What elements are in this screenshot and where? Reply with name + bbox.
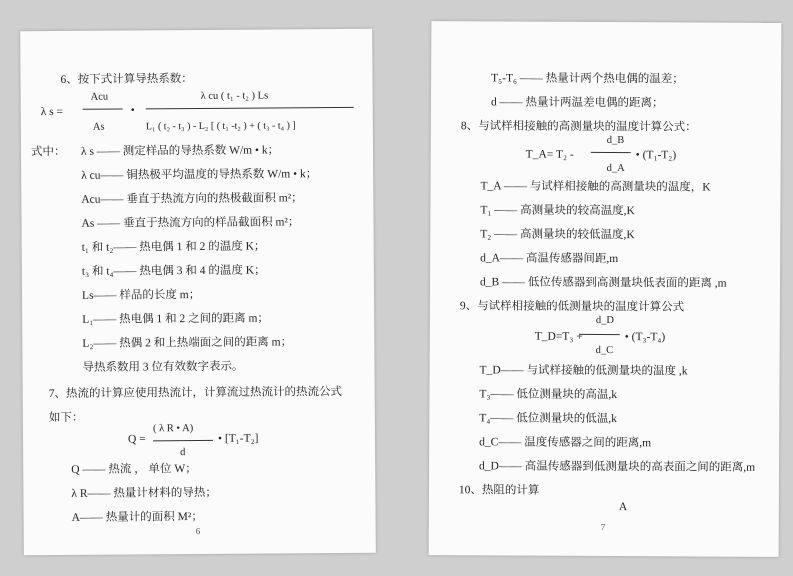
item8-def-line: d_A—— 高温传感器间距,m xyxy=(480,252,619,266)
formula-den2: L₁ ( t₂ - t₃ ) - L₂ [ ( t₁ -t₂ ) + ( t₃ - t₄ ) ] xyxy=(145,120,296,133)
ta-formula-num: d_B xyxy=(606,135,625,147)
q-formula-rest: • [T₁-T₂] xyxy=(217,432,259,445)
def-line: Acu—— 垂直于热流方向的热极截面积 m²； xyxy=(81,192,303,206)
q-def-line: Q —— 热流 ， 单位 W； xyxy=(71,463,197,476)
ta-formula-den: d_A xyxy=(606,163,625,175)
where-label: 式中： xyxy=(30,145,66,159)
right-page xyxy=(429,21,782,557)
td-formula-rest: • (T₃-T₄) xyxy=(624,331,666,344)
item7-line1: 7、热流的计算应使用热流计，计算流过热流计的热流公式 xyxy=(48,385,342,401)
item8-def-line: T₁ —— 高测量块的较高温度,K xyxy=(480,204,635,218)
item9-heading: 9、与试样相接触的低测量块的温度计算公式 xyxy=(459,300,685,314)
q-def-line: A—— 热量计的面积 M²； xyxy=(71,510,203,524)
item10-formula-start: A xyxy=(618,501,628,514)
ta-formula-lhs: T_A= T₂ - xyxy=(525,148,574,161)
item8-heading: 8、与试样相接触的高测量块的温度计算公式： xyxy=(460,120,697,134)
item10-heading: 10、热阻的计算 xyxy=(458,484,540,497)
item9-def-line: T₃—— 低位测量块的高温,k xyxy=(479,388,618,402)
formula-den1: As xyxy=(92,121,105,133)
q-formula-den: d xyxy=(180,447,186,459)
left-page xyxy=(20,29,376,555)
item9-def-line: T₄—— 低位测量块的低温,k xyxy=(479,412,617,426)
formula-lhs: λ s = xyxy=(40,105,64,119)
def-line: t₃ 和 t₄—— 热电偶 3 和 4 的温度 K； xyxy=(81,264,266,278)
item9-def-line: d_D—— 高温传感器到低测量块的高表面之间的距离,m xyxy=(479,460,756,474)
item8-def-line: T_A —— 与试样相接触的高测量块的温度，K xyxy=(480,180,711,194)
td-formula-den: d_C xyxy=(595,344,614,357)
q-formula-num: ( λ R • A) xyxy=(152,423,194,435)
def-line: L₂—— 热偶 2 和上热端面之间的距离 m； xyxy=(82,336,293,350)
def-line: L₁—— 热电偶 1 和 2 之间的距离 m； xyxy=(82,312,269,326)
def-line: λ cu—— 铜热极平均温度的导热系数 W/m • k； xyxy=(81,168,318,182)
td-fraction-bar xyxy=(580,334,620,335)
fraction-bar-1 xyxy=(83,109,123,110)
q-def-line: λ R—— 热量计材料的导热； xyxy=(71,486,217,500)
top-def-line: d —— 热量计两温差电偶的距离； xyxy=(490,96,664,110)
td-formula-num: d_D xyxy=(595,314,614,327)
item7-line2: 如下： xyxy=(48,411,84,425)
item9-def-line: T_D—— 与试样接触的低测量块的温度 ,k xyxy=(479,364,688,378)
ta-formula-rest: • (T₁-T₂) xyxy=(635,149,677,162)
def-line: λ s —— 测定样品的导热系数 W/m • k； xyxy=(80,144,280,158)
item8-def-line: d_B —— 低位传感器到高测量块低表面的距离 ,m xyxy=(480,276,727,290)
page-number-right: 7 xyxy=(600,521,606,533)
item9-def-line: d_C—— 温度传感器之间的距离,m xyxy=(479,436,652,450)
def-line: Ls—— 样品的长度 m； xyxy=(81,288,201,302)
top-def-line: T₅-T₆ —— 热量计两个热电偶的温差； xyxy=(491,72,684,86)
precision-note: 导热系数用 3 位有效数字表示。 xyxy=(82,360,244,374)
q-formula-lhs: Q = xyxy=(127,433,146,446)
formula-dot: • xyxy=(130,104,135,117)
fraction-bar-2 xyxy=(146,107,354,109)
formula-num2: λ cu ( t₁ - t₂ ) Ls xyxy=(200,90,269,102)
td-formula-lhs: T_D=T₃ + xyxy=(534,330,583,343)
formula-num1: Acu xyxy=(90,91,109,103)
ta-fraction-bar xyxy=(591,152,631,153)
q-fraction-bar xyxy=(153,440,213,441)
item8-def-line: T₂ —— 高测量块的较低温度,K xyxy=(480,228,635,242)
item6-heading: 6、按下式计算导热系数： xyxy=(60,73,193,86)
def-line: t₁ 和 t₂—— 热电偶 1 和 2 的温度 K； xyxy=(81,240,266,254)
page-number-left: 6 xyxy=(195,525,201,537)
def-line: As —— 垂直于热流方向的样品截面积 m²； xyxy=(81,216,300,230)
